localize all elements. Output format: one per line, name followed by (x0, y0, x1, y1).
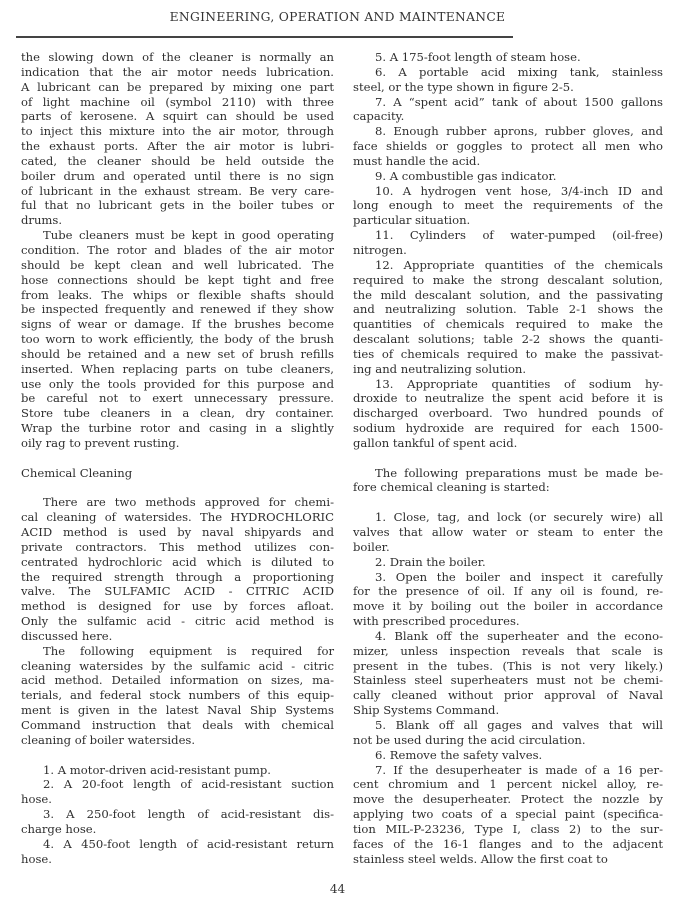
equipment-list-part1 (21, 763, 334, 867)
list-item-line: move it by boiling out the boiler in accordance (353, 599, 663, 614)
list-item-line: move the desuperheater. Protect the nozzle by (353, 792, 663, 807)
list-item-line: and neutralizing solution. Table 2-1 shows the (353, 302, 663, 317)
list-item-line: droxide to neutralize the spent acid before it is (353, 391, 663, 406)
text-line: be careful not to exert unnecessary pressure. (21, 391, 334, 406)
list-item-line: capacity. (353, 109, 405, 124)
section-heading-chemical-cleaning: Chemical Cleaning (21, 465, 133, 480)
text-line: terials, and federal stock numbers of this equip- (21, 688, 334, 703)
list-item-line: steel, or the type shown in figure 2-5. (353, 79, 574, 94)
list-item-line: valves that allow water or steam to enter the (353, 525, 663, 539)
text-line: hose connections should be kept tight and free (21, 272, 334, 287)
text-line: Store tube cleaners in a clean, dry container. (21, 406, 334, 421)
list-item (353, 555, 663, 570)
text-line: inserted. When replacing parts on tube cleaners, (21, 361, 334, 376)
list-item-line: 5. A 175-foot length of steam hose. (375, 50, 581, 64)
list-item-line: 13. Appropriate quantities of sodium hy- (375, 376, 663, 391)
list-item-line: descalant solutions; table 2-2 shows the quanti- (353, 332, 663, 347)
list-item-line: ing and neutralizing solution. (353, 361, 527, 376)
text-line: of lubricant in the exhaust stream. Be very care- (21, 183, 334, 198)
list-item-line: Ship Systems Command. (353, 703, 500, 718)
text-line: too worn to work efficiently, the body of the brush (21, 332, 334, 347)
list-item-line: 9. A combustible gas indicator. (375, 168, 557, 183)
text-line: be inspected frequently and renewed if they show (21, 302, 334, 317)
text-line: centrated hydrochloric acid which is diluted to (21, 554, 334, 569)
text-line: Command instruction that deals with chemical (21, 717, 334, 732)
text-line: method is designed for use by forces afloat. (21, 599, 334, 614)
list-item-line: boiler. (353, 539, 390, 554)
text-line: A lubricant can be prepared by mixing one part (21, 79, 334, 94)
text-line: cleaning of boiler watersides. (21, 732, 196, 747)
text-line: ACID method is used by naval shipyards and (21, 525, 334, 539)
list-item-line: sodium hydroxide are required for each 1500- (353, 421, 663, 436)
text-line: cated, the cleaner should be held outside the (21, 153, 334, 168)
list-item (21, 837, 334, 867)
list-item (353, 124, 663, 169)
text-line: drums. (21, 213, 63, 228)
list-item-line: the mild descalant solution, and the passivating (353, 287, 663, 302)
list-item-line: long enough to meet the requirements of the (353, 198, 663, 213)
text-line: to inject this mixture into the air motor, through (21, 124, 334, 139)
text-line: use only the tools provided for this purpose and (21, 376, 334, 391)
list-item (21, 777, 334, 807)
list-item (353, 748, 663, 763)
list-item (21, 807, 334, 837)
list-item-line: applying two coats of a special paint (specifica- (353, 807, 663, 822)
list-item (353, 228, 663, 258)
paragraph-tube-cleaners (21, 228, 334, 451)
text-line: condition. The rotor and blades of the air motor (21, 242, 334, 257)
preparations-list (353, 510, 663, 866)
list-item-line: 7. If the desuperheater is made of a 16 per- (375, 762, 663, 777)
list-item-line: required to make the strong descalant solution, (353, 272, 663, 287)
spacer (353, 495, 663, 510)
list-item-line: 12. Appropriate quantities of the chemicals (375, 257, 663, 272)
list-item-line: charge hose. (21, 821, 97, 836)
paragraph-equipment-intro (21, 644, 334, 748)
list-item (353, 763, 663, 867)
right-column (353, 50, 663, 866)
text-line: parts of kerosene. A squirt can should be used (21, 109, 334, 124)
list-item-line: 6. Remove the safety valves. (375, 747, 543, 762)
list-item (353, 377, 663, 451)
list-item (353, 169, 663, 184)
list-item-line: 8. Enough rubber aprons, rubber gloves, and (375, 124, 663, 139)
list-item-line: cent chromium and 1 percent nickel alloy, re- (353, 777, 663, 792)
list-item-line: must handle the acid. (353, 153, 481, 168)
text-line: oily rag to prevent rusting. (21, 435, 180, 450)
list-item (21, 763, 334, 778)
text-line: indication that the air motor needs lubrication. (21, 64, 334, 79)
list-item-line: faces of the 16-1 flanges and to the adjacent (353, 836, 663, 851)
text-line: Wrap the turbine rotor and casing in a slightly (21, 421, 334, 436)
list-item-line: not be used during the acid circulation. (353, 732, 586, 747)
list-item (353, 184, 663, 229)
text-line: cal cleaning of watersides. The HYDROCHLORIC (21, 510, 334, 525)
paragraph-methods (21, 495, 334, 643)
list-item-line: hose. (21, 792, 52, 807)
text-line: ment is given in the latest Naval Ship Systems (21, 703, 334, 718)
list-item-line: 3. Open the boiler and inspect it carefully (375, 569, 663, 584)
spacer (21, 451, 334, 466)
text-line: the exhaust ports. After the air motor is lubri- (21, 139, 334, 154)
text-line: valve. The SULFAMIC ACID - CITRIC ACID (21, 584, 334, 599)
spacer (21, 748, 334, 763)
list-item (353, 629, 663, 718)
list-item-line: stainless steel welds. Allow the first coat to (353, 851, 608, 866)
list-item-line: cally cleaned without prior approval of Naval (353, 688, 663, 703)
text-line: should be kept clean and well lubricated. The (21, 257, 334, 272)
list-item-line: mizer, unless inspection reveals that scale is (353, 643, 663, 658)
list-item-line: 1. A motor-driven acid-resistant pump. (43, 762, 271, 777)
list-item-line: 4. A 450-foot length of acid-resistant return (43, 836, 334, 851)
list-item-line: for the presence of oil. If any oil is found, re- (353, 584, 663, 599)
text-line: the required strength through a proportioning (21, 569, 334, 584)
text-line: The following preparations must be made be- (375, 465, 663, 480)
text-line: ful that no lubricant gets in the boiler tubes or (21, 198, 334, 213)
text-line: from leaks. The whips or flexible shafts should (21, 287, 334, 302)
list-item (353, 258, 663, 377)
list-item (353, 95, 663, 125)
text-line: cleaning watersides by the sulfamic acid - citric (21, 658, 334, 673)
list-item-line: nitrogen. (353, 242, 407, 257)
text-line: private contractors. This method utilizes con- (21, 539, 334, 554)
text-line: Tube cleaners must be kept in good operating (43, 228, 334, 243)
text-line: signs of wear or damage. If the brushes become (21, 317, 334, 332)
list-item-line: 10. A hydrogen vent hose, 3/4-inch ID and (375, 183, 663, 198)
text-line: the slowing down of the cleaner is normally an (21, 50, 334, 64)
text-line: of light machine oil (symbol 2110) with three (21, 94, 334, 109)
list-item-line: gallon tankful of spent acid. (353, 435, 518, 450)
list-item (353, 510, 663, 555)
list-item-line: quantities of chemicals required to make the (353, 317, 663, 332)
text-line: Only the sulfamic acid - citric acid method is (21, 614, 334, 629)
header-rule (16, 36, 513, 38)
text-line: should be retained and a new set of brush refills (21, 346, 334, 361)
list-item-line: 1. Close, tag, and lock (or securely wire) all (375, 510, 663, 525)
equipment-list-part2 (353, 50, 663, 451)
list-item (353, 65, 663, 95)
paragraph-lubrication (21, 50, 334, 228)
paragraph-preparations-intro (353, 466, 663, 496)
spacer (21, 480, 334, 495)
list-item-line: discharged overboard. Two hundred pounds of (353, 406, 663, 421)
list-item-line: face shields or goggles to protect all men who (353, 139, 663, 154)
list-item-line: present in the tubes. (This is not very likely.) (353, 658, 663, 673)
list-item-line: 3. A 250-foot length of acid-resistant dis- (43, 807, 334, 822)
list-item-line: Stainless steel superheaters must not be chemi- (353, 673, 663, 688)
list-item (353, 570, 663, 629)
list-item-line: 5. Blank off all gages and valves that will (375, 717, 663, 732)
running-header: ENGINEERING, OPERATION AND MAINTENANCE (169, 10, 506, 24)
spacer (353, 451, 663, 466)
text-line: There are two methods approved for chemi- (43, 495, 334, 510)
list-item-line: 2. Drain the boiler. (375, 554, 486, 569)
text-line: The following equipment is required for (43, 643, 334, 658)
list-item (353, 50, 663, 65)
list-item-line: with prescribed procedures. (353, 614, 520, 629)
left-column (21, 50, 334, 866)
text-line: fore chemical cleaning is started: (353, 480, 550, 495)
text-line: acid method. Detailed information on sizes, ma- (21, 673, 334, 688)
page-number: 44 (329, 882, 346, 896)
list-item-line: 6. A portable acid mixing tank, stainless (375, 64, 663, 79)
text-line: boiler drum and operated until there is no sign (21, 168, 334, 183)
list-item-line: hose. (21, 851, 52, 866)
list-item-line: particular situation. (353, 213, 471, 228)
list-item-line: 7. A “spent acid” tank of about 1500 gallons (375, 94, 663, 109)
list-item-line: tion MIL-P-23236, Type I, class 2) to the sur- (353, 821, 663, 836)
list-item-line: 2. A 20-foot length of acid-resistant suction (43, 777, 334, 792)
list-item-line: ties of chemicals required to make the passivat- (353, 346, 663, 361)
text-line: discussed here. (21, 628, 113, 643)
list-item (353, 718, 663, 748)
list-item-line: 11. Cylinders of water-pumped (oil-free) (375, 228, 663, 243)
list-item-line: 4. Blank off the superheater and the econo- (375, 628, 663, 643)
